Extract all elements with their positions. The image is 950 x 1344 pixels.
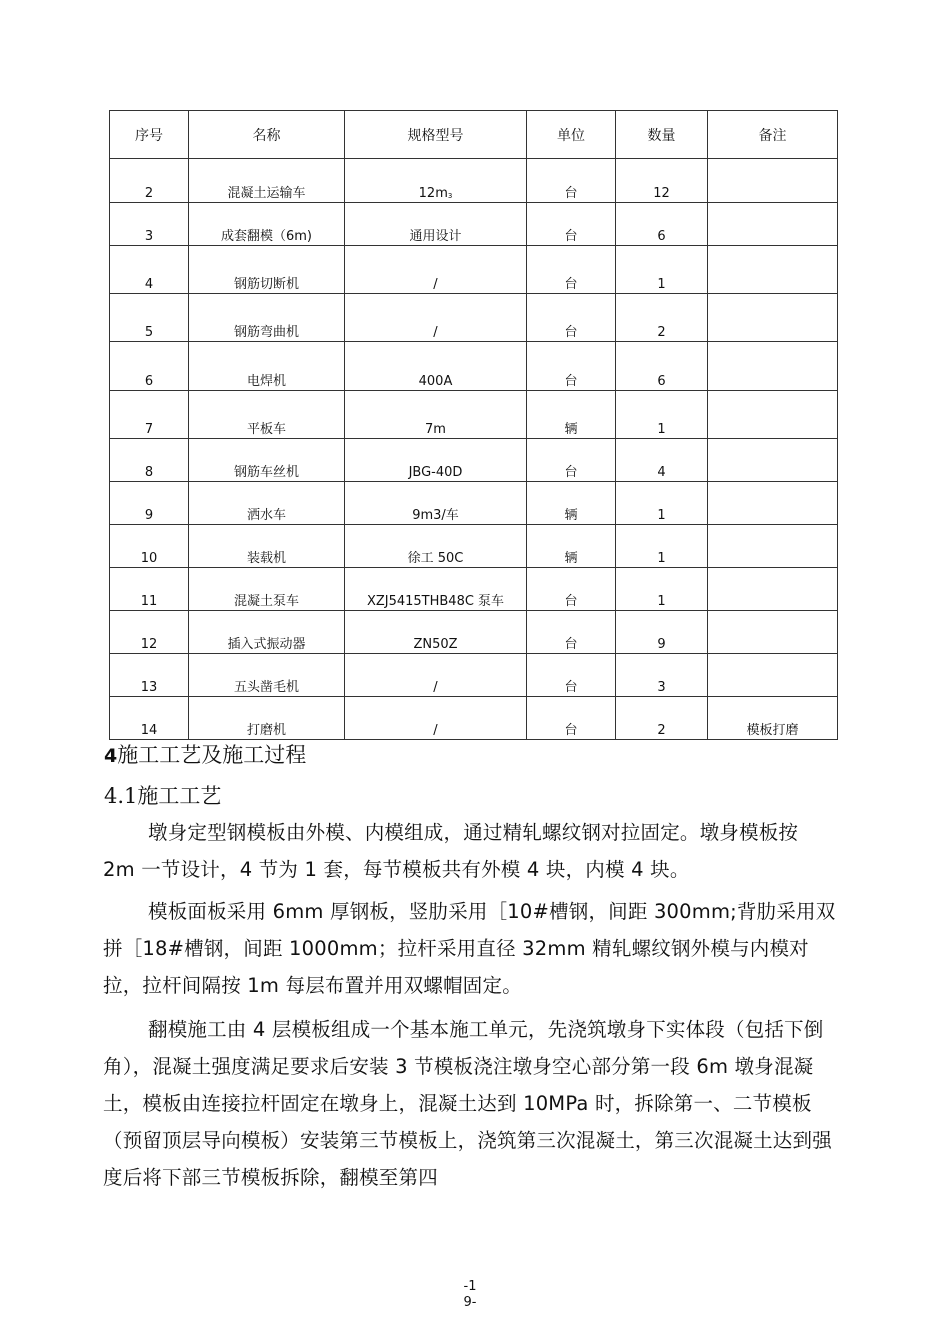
table-cell-spec: [345, 697, 527, 740]
table-cell-text: 成套翻模（6m): [220, 229, 312, 244]
header-cell-unit: 单位: [527, 111, 616, 159]
table-cell-name: [189, 568, 345, 611]
table-cell-name: [189, 203, 345, 246]
table-cell-text: 混凝土泵车: [233, 594, 299, 609]
table-cell-name: [189, 342, 345, 391]
table-cell-spec: [345, 246, 527, 294]
table-cell-remark: [708, 697, 838, 740]
table-row: [110, 439, 838, 482]
table-row: [110, 568, 838, 611]
table-cell-name: [189, 246, 345, 294]
table-cell-remark: [708, 342, 838, 391]
table-cell-text: 钢筋切断机: [233, 277, 299, 292]
table-cell-text: 台: [564, 229, 578, 244]
table-cell-text: 6: [657, 374, 666, 389]
table-cell-remark: [708, 391, 838, 439]
table-cell-remark: [708, 654, 838, 697]
table-cell-text: 7: [144, 422, 154, 437]
table-cell-spec: [345, 203, 527, 246]
header-cell-name: 名称: [189, 111, 345, 159]
table-cell-remark: [708, 482, 838, 525]
table-cell-name: [189, 391, 345, 439]
table-cell-text: 电焊机: [246, 374, 286, 389]
table-cell-text: 2: [657, 325, 666, 340]
table-cell-text: 1: [657, 422, 666, 437]
table-cell-unit: [527, 203, 616, 246]
paragraph-1: [103, 814, 836, 888]
table-cell-name: [189, 482, 345, 525]
table-cell-qty: [616, 391, 708, 439]
table-cell-remark: [708, 439, 838, 482]
table-cell-text: 11: [140, 594, 158, 609]
table-cell-qty: [616, 159, 708, 203]
table-row: [110, 159, 838, 203]
table-cell-text: XZJ5415THB48C 泵车: [366, 594, 505, 609]
spec-subscript: 3: [447, 192, 453, 200]
table-cell-remark: [708, 525, 838, 568]
table-cell-index: [110, 159, 189, 203]
table-cell-text: 徐工 50C: [407, 551, 464, 566]
paragraph-2: [103, 893, 836, 1004]
table-cell-spec: [345, 482, 527, 525]
table-cell-text: 7m: [425, 422, 446, 437]
table-row: [110, 482, 838, 525]
table-cell-text: 台: [564, 680, 578, 695]
table-cell-name: [189, 525, 345, 568]
table-cell-text: 5: [144, 325, 154, 340]
table-cell-remark: [708, 568, 838, 611]
table-cell-index: [110, 568, 189, 611]
paragraph-1-text: 墩身定型钢模板由外模、内模组成，通过精轧螺纹钢对拉固定。墩身模板按 2m 一节设计，4 节为 1 套，每节模板共有外模 4 块，内模 4 块。: [103, 821, 799, 881]
table-cell-spec: [345, 294, 527, 342]
table-cell-qty: [616, 482, 708, 525]
page-number-line-2: 9-: [463, 1295, 477, 1310]
table-cell-unit: [527, 159, 616, 203]
table-cell-text: 钢筋弯曲机: [233, 325, 299, 340]
table-row: [110, 203, 838, 246]
table-cell-index: [110, 482, 189, 525]
table-cell-text: 钢筋车丝机: [233, 465, 299, 480]
table-cell-index: [110, 203, 189, 246]
paragraph-3: [103, 1011, 836, 1196]
table-header-row: [110, 111, 838, 159]
table-cell-text: 12m: [418, 186, 448, 201]
table-cell-qty: [616, 525, 708, 568]
table-cell-spec: [345, 568, 527, 611]
table-row: [110, 654, 838, 697]
table-cell-text: 1: [657, 594, 666, 609]
table-cell-text: 混凝土运输车: [227, 186, 306, 201]
table-cell-qty: [616, 568, 708, 611]
table-cell-text: 台: [564, 325, 578, 340]
table-cell-text: 4: [657, 465, 666, 480]
table-cell-text: 通用设计: [409, 229, 462, 244]
table-cell-name: [189, 654, 345, 697]
section-heading: [104, 741, 306, 770]
table-cell-text: 9: [657, 637, 666, 652]
table-cell-text: 9m3/车: [412, 508, 459, 523]
table-row: [110, 391, 838, 439]
table-cell-spec: [345, 611, 527, 654]
table-row: [110, 611, 838, 654]
table-cell-text: 8: [144, 465, 154, 480]
table-cell-text: 辆: [564, 508, 578, 523]
table-row: [110, 342, 838, 391]
table-cell-text: 1: [657, 551, 666, 566]
table-cell-text: 1: [657, 508, 666, 523]
table-cell-qty: [616, 246, 708, 294]
table-cell-text: 台: [564, 465, 578, 480]
table-cell-text: 台: [564, 723, 578, 738]
table-cell-unit: [527, 525, 616, 568]
table-cell-text: 辆: [564, 551, 578, 566]
table-cell-text: 插入式振动器: [227, 637, 306, 652]
table-cell-remark: [708, 611, 838, 654]
table-body: [110, 159, 838, 740]
table-cell-index: [110, 654, 189, 697]
table-cell-unit: [527, 439, 616, 482]
table-cell-qty: [616, 654, 708, 697]
table-cell-spec: [345, 654, 527, 697]
table-cell-text: 台: [564, 594, 578, 609]
table-cell-index: [110, 294, 189, 342]
table-cell-name: [189, 611, 345, 654]
table-cell-spec: [345, 159, 527, 203]
table-row: [110, 525, 838, 568]
table-cell-name: [189, 697, 345, 740]
page-number-line-1: -1: [463, 1279, 477, 1294]
table-row: [110, 294, 838, 342]
table-cell-text: 4: [144, 277, 154, 292]
table-cell-spec: [345, 525, 527, 568]
table-cell-text: 1: [657, 277, 666, 292]
table-cell-index: [110, 525, 189, 568]
table-cell-text: 14: [140, 723, 158, 738]
table-cell-index: [110, 439, 189, 482]
table-cell-text: 台: [564, 277, 578, 292]
table-cell-text: 2: [144, 186, 154, 201]
table-cell-text: /: [433, 723, 438, 738]
table-row: [110, 246, 838, 294]
table-cell-unit: [527, 568, 616, 611]
table-row: [110, 697, 838, 740]
table-cell-name: [189, 159, 345, 203]
table-cell-text: 台: [564, 186, 578, 201]
table-cell-text: 13: [140, 680, 158, 695]
table-cell-qty: [616, 203, 708, 246]
table-cell-unit: [527, 482, 616, 525]
table-cell-text: 台: [564, 637, 578, 652]
header-cell-index: 序号: [110, 111, 189, 159]
table-cell-unit: [527, 654, 616, 697]
table-cell-text: 辆: [564, 422, 578, 437]
table-cell-qty: [616, 342, 708, 391]
table-cell-index: [110, 611, 189, 654]
table-cell-text: 10: [140, 551, 158, 566]
table-cell-unit: [527, 246, 616, 294]
table-cell-unit: [527, 294, 616, 342]
table-cell-text: 3: [144, 229, 154, 244]
table-cell-remark: [708, 246, 838, 294]
table-cell-text: 9: [144, 508, 154, 523]
section-number: 4: [104, 745, 118, 767]
page-number: [455, 1279, 485, 1311]
table-cell-text: /: [433, 325, 438, 340]
table-cell-text: 五头凿毛机: [233, 680, 299, 695]
header-cell-qty: 数量: [616, 111, 708, 159]
table-cell-spec: [345, 439, 527, 482]
table-cell-text: JBG-40D: [408, 465, 463, 480]
table-cell-name: [189, 439, 345, 482]
table-cell-text: 3: [657, 680, 666, 695]
table-cell-text: ZN50Z: [413, 637, 458, 652]
table-cell-text: /: [433, 680, 438, 695]
table-cell-text: 平板车: [246, 422, 286, 437]
table-cell-remark: [708, 203, 838, 246]
table-cell-text: 12: [140, 637, 158, 652]
table-cell-text: 洒水车: [246, 508, 286, 523]
paragraph-3-text: 翻模施工由 4 层模板组成一个基本施工单元，先浇筑墩身下实体段（包括下倒角），混凝土强度满足要求后安装 3 节模板浇注墩身空心部分第一段 6m 墩身混凝土，模板由连接拉杆固定在墩身上，混凝土达到 10MPa 时，拆除第一、二节模板（预留顶层导向模板）安装第三节模板上，浇筑第三次混凝土，第三次混凝土达到强度后将下部三节模板拆除，翻模至第四: [103, 1018, 832, 1189]
table-cell-index: [110, 391, 189, 439]
table-cell-qty: [616, 294, 708, 342]
table-cell-text: 6: [657, 229, 666, 244]
section-title: 施工工艺及施工过程: [117, 743, 307, 767]
subsection-heading: 4.1施工工艺: [104, 784, 222, 808]
table-cell-text: 400A: [418, 374, 453, 389]
table-cell-spec: [345, 342, 527, 391]
table-cell-unit: [527, 342, 616, 391]
table-cell-remark: [708, 294, 838, 342]
table-cell-index: [110, 342, 189, 391]
header-cell-spec: 规格型号: [345, 111, 527, 159]
table-cell-unit: [527, 391, 616, 439]
table-cell-text: 6: [144, 374, 154, 389]
table-cell-text: /: [433, 277, 438, 292]
equipment-table: [109, 110, 838, 740]
table-cell-unit: [527, 611, 616, 654]
table-cell-qty: [616, 697, 708, 740]
table-cell-remark: [708, 159, 838, 203]
table-cell-index: [110, 697, 189, 740]
table-cell-text: 台: [564, 374, 578, 389]
table-cell-qty: [616, 439, 708, 482]
table-cell-spec: [345, 391, 527, 439]
table-cell-text: 模板打磨: [746, 723, 799, 738]
table-cell-text: 2: [657, 723, 666, 738]
table-cell-index: [110, 246, 189, 294]
table-cell-text: 装载机: [246, 551, 286, 566]
paragraph-2-text: 模板面板采用 6mm 厚钢板，竖肋采用［10#槽钢，间距 300mm;背肋采用双拼［18#槽钢，间距 1000mm；拉杆采用直径 32mm 精轧螺纹钢外模与内模对拉，拉杆间隔按 1m 每层布置并用双螺帽固定。: [103, 900, 836, 997]
header-cell-remark: 备注: [708, 111, 838, 159]
table-cell-name: [189, 294, 345, 342]
table-cell-qty: [616, 611, 708, 654]
table-cell-unit: [527, 697, 616, 740]
table-cell-text: 12: [653, 186, 670, 201]
table-cell-text: 打磨机: [246, 723, 286, 738]
